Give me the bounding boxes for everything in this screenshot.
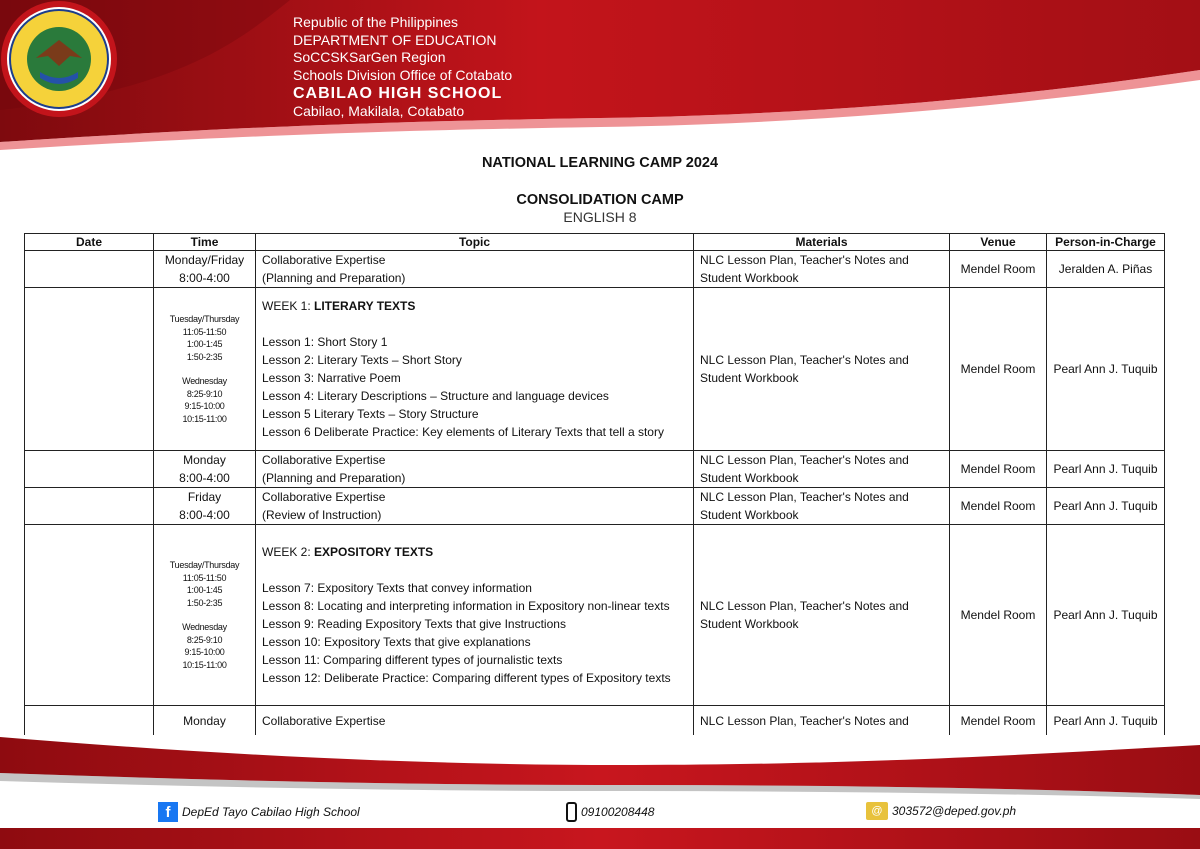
- topic-line: (Review of Instruction): [262, 508, 382, 522]
- lesson-item: Lesson 4: Literary Descriptions – Structure and language devices: [262, 389, 609, 403]
- subject-title: ENGLISH 8: [563, 209, 637, 225]
- topic-line: Collaborative Expertise: [262, 453, 386, 467]
- venue-cell: Mendel Room: [950, 451, 1047, 488]
- mobile-phone-icon: [566, 802, 577, 822]
- sched-line: 1:00-1:45: [186, 339, 223, 349]
- facebook-label[interactable]: DepEd Tayo Cabilao High School: [182, 805, 360, 819]
- facebook-icon: f: [158, 802, 178, 822]
- sched-line: 1:00-1:45: [186, 585, 223, 595]
- lesson-item: Lesson 5 Literary Texts – Story Structure: [262, 407, 479, 421]
- person-cell: Jeralden A. Piñas: [1047, 251, 1165, 288]
- time-cell: [154, 451, 256, 488]
- date-cell: [25, 706, 154, 736]
- time-day: Monday: [183, 453, 226, 467]
- email-icon: @: [866, 802, 888, 820]
- time-cell: [154, 251, 256, 288]
- lesson-item: Lesson 2: Literary Texts – Short Story: [262, 353, 462, 367]
- time-hours: 8:00-4:00: [179, 471, 230, 485]
- time-hours: 8:00-4:00: [179, 508, 230, 522]
- date-cell: [25, 525, 154, 706]
- week-prefix: WEEK 1:: [262, 299, 315, 313]
- republic-line: Republic of the Philippines: [293, 14, 458, 30]
- footer-waves: [0, 735, 1200, 849]
- week-title: LITERARY TEXTS: [314, 299, 416, 313]
- time-hours: 8:00-4:00: [179, 271, 230, 285]
- department-line: DEPARTMENT OF EDUCATION: [293, 31, 497, 48]
- sched-line: 8:25-9:10: [186, 634, 223, 645]
- email-label[interactable]: 303572@deped.gov.ph: [892, 804, 1017, 818]
- person-cell: Pearl Ann J. Tuquib: [1047, 706, 1165, 736]
- time-cell: [154, 525, 256, 706]
- footer-banner: [0, 735, 1200, 849]
- time-day: Monday/Friday: [164, 253, 245, 267]
- venue-cell: Mendel Room: [950, 251, 1047, 288]
- materials-cell: NLC Lesson Plan, Teacher's Notes and Student Workbook: [694, 251, 950, 288]
- school-name: CABILAO HIGH SCHOOL: [293, 85, 503, 102]
- week-prefix: WEEK 2:: [262, 545, 315, 559]
- sched-line: Tuesday/Thursday: [169, 314, 240, 324]
- person-cell: Pearl Ann J. Tuquib: [1047, 288, 1165, 451]
- topic-cell: [256, 525, 694, 706]
- topic-cell: [256, 251, 694, 288]
- person-cell: Pearl Ann J. Tuquib: [1047, 488, 1165, 525]
- table-header-row: [25, 234, 1165, 251]
- phone-label[interactable]: 09100208448: [581, 805, 655, 819]
- school-address: Cabilao, Makilala, Cotabato: [293, 103, 465, 119]
- schedule-table: [24, 233, 1165, 736]
- sched-line: 11:05-11:50: [182, 326, 227, 337]
- venue-cell: Mendel Room: [950, 525, 1047, 706]
- table-row: [25, 488, 1165, 525]
- lesson-item: Lesson 6 Deliberate Practice: Key elements of Literary Texts that tell a story: [262, 425, 664, 439]
- materials-cell: NLC Lesson Plan, Teacher's Notes and Student Workbook: [694, 451, 950, 488]
- division-line: Schools Division Office of Cotabato: [293, 66, 513, 83]
- phone-contact: [566, 802, 654, 822]
- lesson-item: Lesson 10: Expository Texts that give explanations: [262, 635, 531, 649]
- school-logo: [0, 0, 118, 118]
- time-cell: Monday: [154, 706, 256, 736]
- banner-waves: [0, 0, 1200, 150]
- lesson-item: Lesson 3: Narrative Poem: [262, 371, 401, 385]
- topic-cell: [256, 488, 694, 525]
- facebook-contact: [158, 802, 360, 822]
- table-row: [25, 251, 1165, 288]
- sched-line: 9:15-10:00: [184, 647, 225, 657]
- time-day: Friday: [187, 490, 222, 504]
- table-row: [25, 451, 1165, 488]
- topic-cell: Collaborative Expertise: [256, 706, 694, 736]
- col-topic: Topic: [256, 234, 694, 251]
- date-cell: [25, 451, 154, 488]
- lesson-item: Lesson 8: Locating and interpreting information in Expository non-linear texts: [262, 599, 670, 613]
- table-row: [25, 288, 1165, 451]
- email-contact: [866, 802, 1016, 820]
- lesson-item: Lesson 1: Short Story 1: [262, 335, 388, 349]
- col-time: Time: [154, 234, 256, 251]
- table-row: [25, 525, 1165, 706]
- sched-line: 8:25-9:10: [186, 388, 223, 399]
- topic-cell: [256, 451, 694, 488]
- lesson-item: Lesson 11: Comparing different types of journalistic texts: [262, 653, 563, 667]
- topic-line: (Planning and Preparation): [262, 271, 406, 285]
- sched-line: Tuesday/Thursday: [169, 560, 240, 570]
- time-cell: [154, 488, 256, 525]
- materials-cell: NLC Lesson Plan, Teacher's Notes and: [694, 706, 950, 736]
- date-cell: [25, 288, 154, 451]
- col-date: Date: [25, 234, 154, 251]
- col-materials: Materials: [694, 234, 950, 251]
- time-cell: [154, 288, 256, 451]
- date-cell: [25, 251, 154, 288]
- sched-line: 10:15-11:00: [182, 413, 227, 424]
- topic-line: Collaborative Expertise: [262, 490, 386, 504]
- main-title: NATIONAL LEARNING CAMP 2024: [481, 155, 719, 171]
- materials-cell: NLC Lesson Plan, Teacher's Notes and Student Workbook: [694, 525, 950, 706]
- person-cell: Pearl Ann J. Tuquib: [1047, 451, 1165, 488]
- table-row: [25, 706, 1165, 736]
- materials-cell: NLC Lesson Plan, Teacher's Notes and Student Workbook: [694, 288, 950, 451]
- week-heading: [262, 543, 687, 561]
- topic-line: Collaborative Expertise: [262, 253, 386, 267]
- col-person: Person-in-Charge: [1047, 234, 1165, 251]
- person-cell: Pearl Ann J. Tuquib: [1047, 525, 1165, 706]
- region-line: SoCCSKSarGen Region: [293, 49, 446, 65]
- venue-cell: Mendel Room: [950, 288, 1047, 451]
- camp-title: CONSOLIDATION CAMP: [516, 192, 684, 208]
- lesson-item: Lesson 9: Reading Expository Texts that give Instructions: [262, 617, 566, 631]
- lesson-item: Lesson 12: Deliberate Practice: Comparing different types of Expository texts: [262, 671, 671, 685]
- week-heading: [262, 297, 687, 315]
- sched-line: 1:50-2:35: [186, 351, 223, 362]
- sched-line: 9:15-10:00: [184, 401, 225, 411]
- school-header: [293, 14, 512, 121]
- venue-cell: Mendel Room: [950, 706, 1047, 736]
- materials-cell: NLC Lesson Plan, Teacher's Notes and Student Workbook: [694, 488, 950, 525]
- sched-line: 10:15-11:00: [182, 659, 227, 670]
- date-cell: [25, 488, 154, 525]
- sched-line: 11:05-11:50: [182, 572, 227, 583]
- topic-line: (Planning and Preparation): [262, 471, 406, 485]
- venue-cell: Mendel Room: [950, 488, 1047, 525]
- sched-line: 1:50-2:35: [186, 597, 223, 608]
- document-titles: [0, 155, 1200, 225]
- topic-cell: [256, 288, 694, 451]
- week-title: EXPOSITORY TEXTS: [314, 545, 434, 559]
- header-banner: [0, 0, 1200, 150]
- sched-line: Wednesday: [182, 376, 227, 386]
- sched-line: Wednesday: [182, 622, 227, 632]
- col-venue: Venue: [950, 234, 1047, 251]
- lesson-item: Lesson 7: Expository Texts that convey information: [262, 581, 532, 595]
